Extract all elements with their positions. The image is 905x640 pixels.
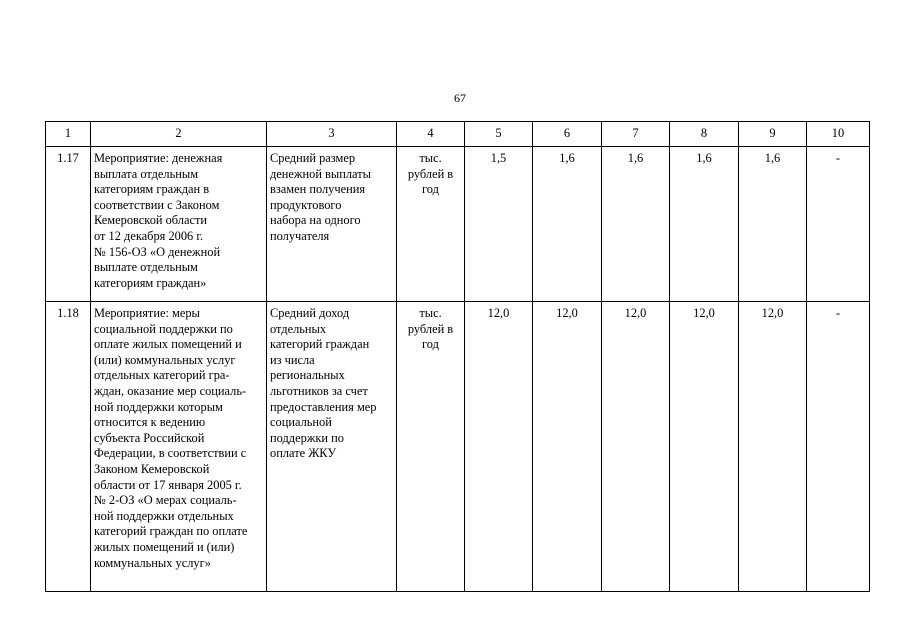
row-number: 1.18	[46, 302, 91, 592]
column-header: 9	[739, 122, 807, 147]
unit-cell: тыс. рублей в год	[397, 302, 465, 592]
column-header: 3	[267, 122, 397, 147]
value-cell: 12,0	[533, 302, 602, 592]
data-table	[45, 121, 870, 592]
column-header: 5	[465, 122, 533, 147]
value-cell: 1,6	[670, 147, 739, 302]
page-number: 67	[454, 91, 466, 105]
value-cell: 1,6	[739, 147, 807, 302]
measure-cell: Мероприятие: денежная выплата отдельным категориям граждан в соответствии с Законом Кемеровской области от 12 декабря 2006 г. № 156-ОЗ «О денежной выплате отдельным категориям граждан»	[91, 147, 267, 302]
value-cell: 1,5	[465, 147, 533, 302]
indicator-cell: Средний доход отдельных категорий граждан из числа региональных льготников за счет предоставления мер социальной поддержки по оплате ЖКУ	[267, 302, 397, 592]
value-cell: 12,0	[670, 302, 739, 592]
value-cell: 12,0	[739, 302, 807, 592]
value-cell: 12,0	[602, 302, 670, 592]
table-header-row	[46, 122, 870, 147]
indicator-cell: Средний размер денежной выплаты взамен получения продуктового набора на одного получателя	[267, 147, 397, 302]
table-row	[46, 302, 870, 592]
table-row	[46, 147, 870, 302]
measure-cell: Мероприятие: меры социальной поддержки по оплате жилых помещений и (или) коммунальных услуг отдельных категорий гра- ждан, оказание мер социаль- ной поддержки которым относится к ведению субъекта Российской Федерации, в соответствии с Законом Кемеровской области от 17 января 2005 г. № 2-ОЗ «О мерах социаль- ной поддержки отдельных категорий граждан по оплате жилых помещений и (или) коммунальных услуг»	[91, 302, 267, 592]
value-cell: 1,6	[533, 147, 602, 302]
row-number: 1.17	[46, 147, 91, 302]
column-header: 4	[397, 122, 465, 147]
column-header: 2	[91, 122, 267, 147]
column-header: 10	[807, 122, 870, 147]
unit-cell: тыс. рублей в год	[397, 147, 465, 302]
value-cell: 1,6	[602, 147, 670, 302]
value-cell: 12,0	[465, 302, 533, 592]
value-cell: -	[807, 302, 870, 592]
column-header: 6	[533, 122, 602, 147]
value-cell: -	[807, 147, 870, 302]
column-header: 1	[46, 122, 91, 147]
column-header: 7	[602, 122, 670, 147]
column-header: 8	[670, 122, 739, 147]
